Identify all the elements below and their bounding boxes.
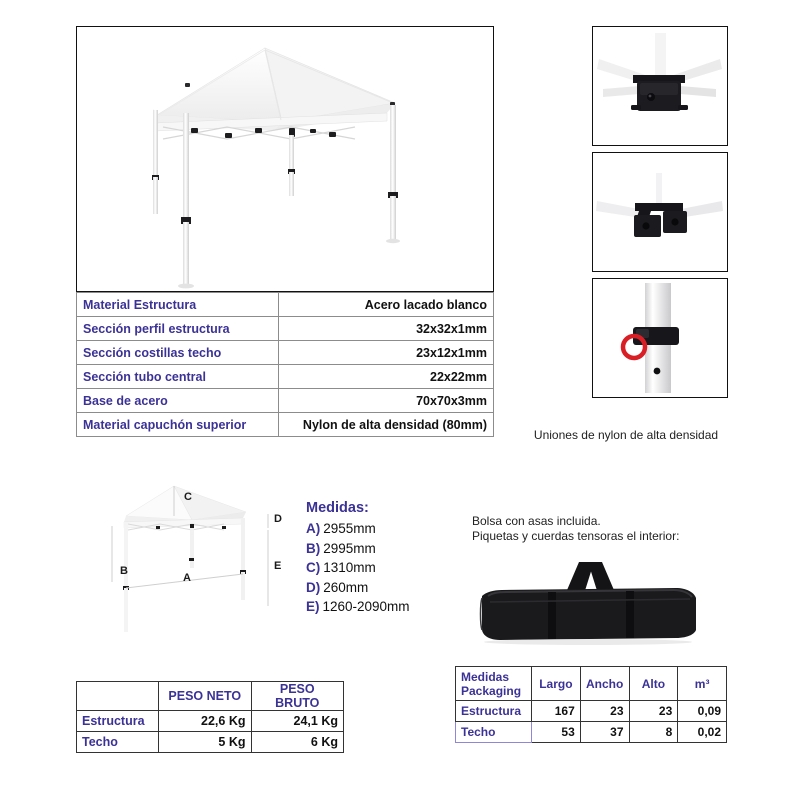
- packaging-table: [455, 666, 727, 743]
- spec-key: Material Estructura: [77, 293, 279, 317]
- leg-clamp-illustration: [593, 279, 726, 396]
- packaging-alto: 8: [629, 722, 678, 743]
- table-row: [77, 711, 344, 732]
- packaging-m3: 0,09: [678, 701, 727, 722]
- dimension-diagram: [96, 482, 292, 640]
- gazebo-hero-photo: [76, 26, 494, 292]
- dimension-label-a: A: [183, 572, 191, 584]
- table-row: [456, 722, 727, 743]
- table-header-row: [456, 667, 727, 701]
- measurement-item: [306, 580, 476, 595]
- weight-neto: 5 Kg: [159, 732, 252, 753]
- table-header-row: [77, 682, 344, 711]
- measurement-item: [306, 560, 476, 575]
- weight-row-label: Techo: [77, 732, 159, 753]
- table-row: [456, 701, 727, 722]
- specification-table: [76, 292, 494, 437]
- packaging-ancho: 23: [580, 701, 629, 722]
- packaging-header-alto: Alto: [629, 667, 678, 701]
- packaging-header-m3: m³: [678, 667, 727, 701]
- spec-value: 23x12x1mm: [279, 341, 494, 365]
- detail-photo-hub-connector: [592, 26, 728, 146]
- dimension-label-e: E: [274, 560, 282, 572]
- measurement-value: 1260-2090mm: [322, 599, 410, 614]
- spec-key: Sección tubo central: [77, 365, 279, 389]
- detail-photo-corner-bracket: [592, 152, 728, 272]
- spec-value: 70x70x3mm: [279, 389, 494, 413]
- packaging-header-label: [456, 667, 532, 701]
- measurement-value: 2995mm: [323, 540, 376, 556]
- measurements-legend: [306, 500, 476, 619]
- bag-description-line-2: Piquetas y cuerdas tensoras el interior:: [472, 529, 680, 543]
- dimension-label-c: C: [184, 491, 192, 503]
- bag-description-line-1: Bolsa con asas incluida.: [472, 514, 601, 528]
- weight-bruto: 6 Kg: [251, 732, 344, 753]
- packaging-largo: 167: [532, 701, 581, 722]
- packaging-header-line-2: Packaging: [461, 683, 522, 698]
- weight-header-bruto: PESO BRUTO: [251, 682, 344, 711]
- table-row: [77, 365, 494, 389]
- weight-table: [76, 681, 344, 753]
- packaging-ancho: 37: [580, 722, 629, 743]
- detail-photo-leg-clamp-ring: [592, 278, 728, 398]
- packaging-row-label: Techo: [456, 722, 532, 743]
- dimension-label-b: B: [120, 565, 128, 577]
- carry-bag-illustration: [476, 552, 700, 646]
- spec-value: Acero lacado blanco: [279, 293, 494, 317]
- spec-value: 32x32x1mm: [279, 317, 494, 341]
- table-row: [77, 732, 344, 753]
- table-row: [77, 389, 494, 413]
- corner-bracket-illustration: [593, 153, 726, 270]
- spec-value: 22x22mm: [279, 365, 494, 389]
- weight-bruto: 24,1 Kg: [251, 711, 344, 732]
- table-row: [77, 413, 494, 437]
- spec-key: Sección costillas techo: [77, 341, 279, 365]
- table-row: [77, 341, 494, 365]
- packaging-header-line-1: Medidas: [461, 669, 510, 684]
- bag-description: [472, 514, 738, 544]
- packaging-header-ancho: Ancho: [580, 667, 629, 701]
- packaging-m3: 0,02: [678, 722, 727, 743]
- packaging-alto: 23: [629, 701, 678, 722]
- measurement-item: [306, 541, 476, 556]
- table-row: [77, 293, 494, 317]
- weight-neto: 22,6 Kg: [159, 711, 252, 732]
- packaging-header-largo: Largo: [532, 667, 581, 701]
- gazebo-illustration: [77, 27, 492, 290]
- carry-bag-photo: [476, 552, 700, 646]
- dimension-diagram-drawing: [96, 482, 292, 640]
- measurement-letter: D): [306, 579, 321, 595]
- measurement-value: 1310mm: [323, 560, 376, 575]
- weight-header-neto: PESO NETO: [159, 682, 252, 711]
- hub-connector-illustration: [593, 27, 726, 144]
- dimension-label-d: D: [274, 513, 282, 525]
- spec-key: Material capuchón superior: [77, 413, 279, 437]
- weight-row-label: Estructura: [77, 711, 159, 732]
- detail-photos-caption: Uniones de nylon de alta densidad: [533, 428, 719, 442]
- measurement-letter: E): [306, 599, 320, 614]
- spec-value: Nylon de alta densidad (80mm): [279, 413, 494, 437]
- measurement-letter: A): [306, 521, 321, 536]
- table-row: [77, 317, 494, 341]
- packaging-largo: 53: [532, 722, 581, 743]
- measurement-value: 260mm: [323, 579, 369, 595]
- measurement-letter: C): [306, 560, 321, 575]
- spec-key: Sección perfil estructura: [77, 317, 279, 341]
- measurement-letter: B): [306, 540, 321, 556]
- measurement-item: [306, 599, 476, 614]
- measurements-title: Medidas:: [306, 500, 369, 516]
- measurement-value: 2955mm: [323, 521, 376, 536]
- spec-key: Base de acero: [77, 389, 279, 413]
- measurement-item: [306, 521, 476, 536]
- weight-corner-cell: [77, 682, 159, 711]
- packaging-row-label: Estructura: [456, 701, 532, 722]
